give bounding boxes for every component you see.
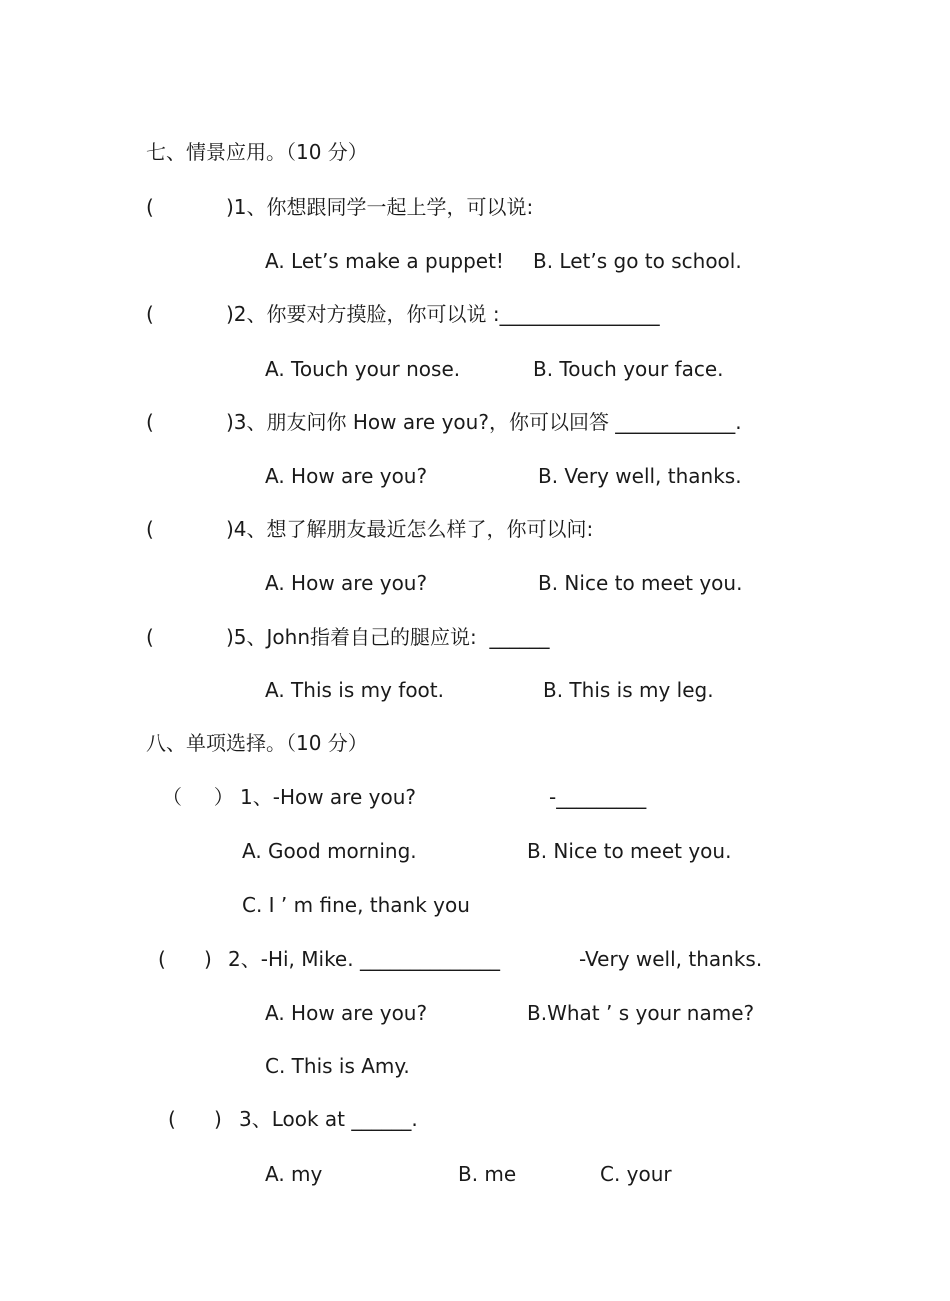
q8-2-paren: ( ) <box>158 947 212 971</box>
q7-1-option-a: A. Let’s make a puppet! <box>265 249 504 273</box>
q7-5-paren: ( <box>146 625 154 649</box>
q8-1-option-c: C. I ’ m fine, thank you <box>242 893 470 917</box>
q7-2-option-a: A. Touch your nose. <box>265 357 461 381</box>
q7-2-option-b: B. Touch your face. <box>533 357 724 381</box>
q7-3-stem: )3、朋友问你 How are you?，你可以回答 ____________. <box>226 410 742 434</box>
q7-3-option-b: B. Very well, thanks. <box>538 464 742 488</box>
q8-1-answer-blank: -_________ <box>549 785 647 809</box>
q8-2-stem: 2、-Hi, Mike. ______________ <box>228 947 500 971</box>
q8-1-stem: 1、-How are you? <box>240 785 416 809</box>
q7-1-option-b: B. Let’s go to school. <box>533 249 742 273</box>
q8-1-option-b: B. Nice to meet you. <box>527 839 732 863</box>
q8-3-stem: 3、Look at ______. <box>239 1107 418 1131</box>
q7-3-paren: ( <box>146 410 154 434</box>
q7-2-stem: )2、你要对方摸脸，你可以说 :________________ <box>226 302 660 326</box>
q8-3-option-b: B. me <box>458 1162 517 1186</box>
q8-2-answer: -Very well, thanks. <box>579 947 763 971</box>
q7-1-paren: ( <box>146 195 154 219</box>
q7-5-stem: )5、John指着自己的腿应说: ______ <box>226 625 550 649</box>
q8-2-option-c: C. This is Amy. <box>265 1054 410 1078</box>
section-7-heading: 七、情景应用。（10 分） <box>146 140 368 164</box>
q7-5-option-b: B. This is my leg. <box>543 678 714 702</box>
q8-3-paren: ( ) <box>168 1107 222 1131</box>
q8-1-paren: （ ） <box>162 785 234 809</box>
q7-4-option-b: B. Nice to meet you. <box>538 571 743 595</box>
q7-1-stem: )1、你想跟同学一起上学，可以说: <box>226 195 534 219</box>
q7-4-option-a: A. How are you? <box>265 571 428 595</box>
section-8-heading: 八、单项选择。（10 分） <box>146 731 368 755</box>
q8-3-option-c: C. your <box>600 1162 672 1186</box>
q7-4-paren: ( <box>146 517 154 541</box>
q8-2-option-a: A. How are you? <box>265 1001 428 1025</box>
q8-2-option-b: B.What ’ s your name? <box>527 1001 755 1025</box>
q7-2-paren: ( <box>146 302 154 326</box>
q7-3-option-a: A. How are you? <box>265 464 428 488</box>
q8-1-option-a: A. Good morning. <box>242 839 417 863</box>
q7-5-option-a: A. This is my foot. <box>265 678 444 702</box>
q7-4-stem: )4、想了解朋友最近怎么样了，你可以问: <box>226 517 594 541</box>
q8-3-option-a: A. my <box>265 1162 323 1186</box>
